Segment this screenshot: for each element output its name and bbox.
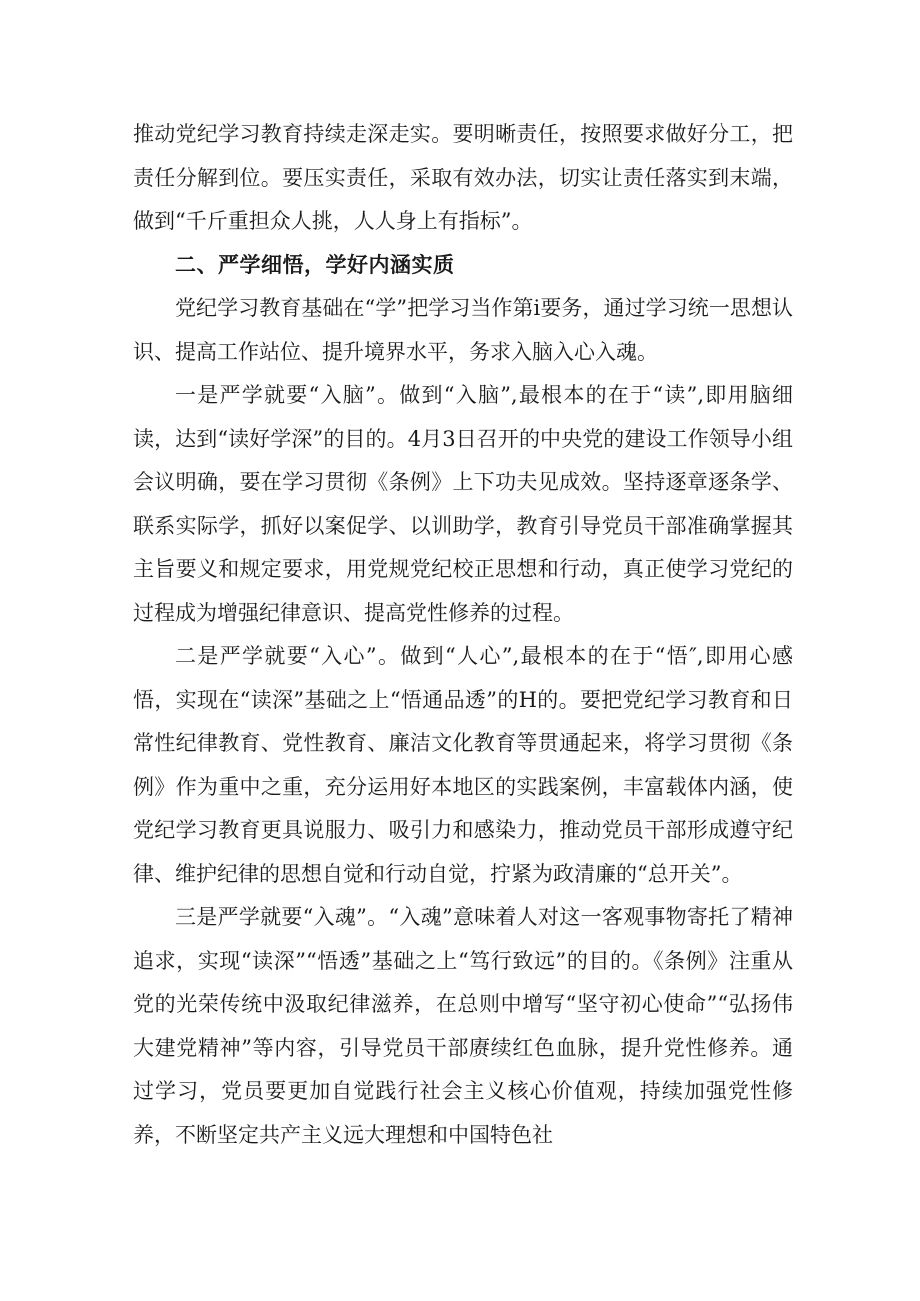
document-body [133, 113, 793, 1157]
paragraph-intro: 党纪学习教育基础在“学”把学习当作第i要务，通过学习统一思想认识、提高工作站位、提升境界水平，务求入脑入心入魂。 [133, 296, 793, 364]
paragraph-point-three: 三是严学就要“入魂”。“入魂”意味着人对这一客观事物寄托了精神追求，实现“读深”“悟透”基础之上“笃行致远”的目的。《条例》注重从党的光荣传统中汲取纪律滋养，在总则中增写“坚守初心使命”“弘扬伟大建党精神”等内容，引导党员干部赓续红色血脉，提升党性修养。通过学习，党员要更加自觉践行社会主义核心价值观，持续加强党性修养，不断坚定共产主义远大理想和中国特色社 [133, 905, 793, 1147]
paragraph-point-two: 二是严学就要“入心”。做到“人心”,最根本的在于“悟″,即用心感悟，实现在“读深”基础之上“悟通品透”的H的。要把党纪学习教育和日常性纪律教育、党性教育、廉洁文化教育等贯通起来，将学习贯彻《条例》作为重中之重，充分运用好本地区的实践案例，丰富载体内涵，使党纪学习教育更具说服力、吸引力和感染力，推动党员干部形成遵守纪律、维护纪律的思想自觉和行动自觉，拧紧为政清廉的“总开关”。 [133, 644, 793, 886]
section-heading: 二、严学细悟，学好内涵实质 [175, 252, 455, 277]
paragraph-continuation: 推动党纪学习教育持续走深走实。要明晰责任，按照要求做好分工，把责任分解到位。要压实责任，采取有效办法，切实让责任落实到末端，做到“千斤重担众人挑，人人身上有指标”。 [133, 122, 793, 233]
paragraph-point-one: 一是严学就要“入脑”。做到“入脑”,最根本的在于“读”,即用脑细读，达到“读好学深”的目的。4月3日召开的中央党的建设工作领导小组会议明确，要在学习贯彻《条例》上下功夫见成效。坚持逐章逐条学、联系实际学，抓好以案促学、以训助学，教育引导党员干部准确掌握其主旨要义和规定要求，用党规党纪校正思想和行动，真正使学习党纪的过程成为增强纪律意识、提高党性修养的过程。 [133, 383, 793, 625]
